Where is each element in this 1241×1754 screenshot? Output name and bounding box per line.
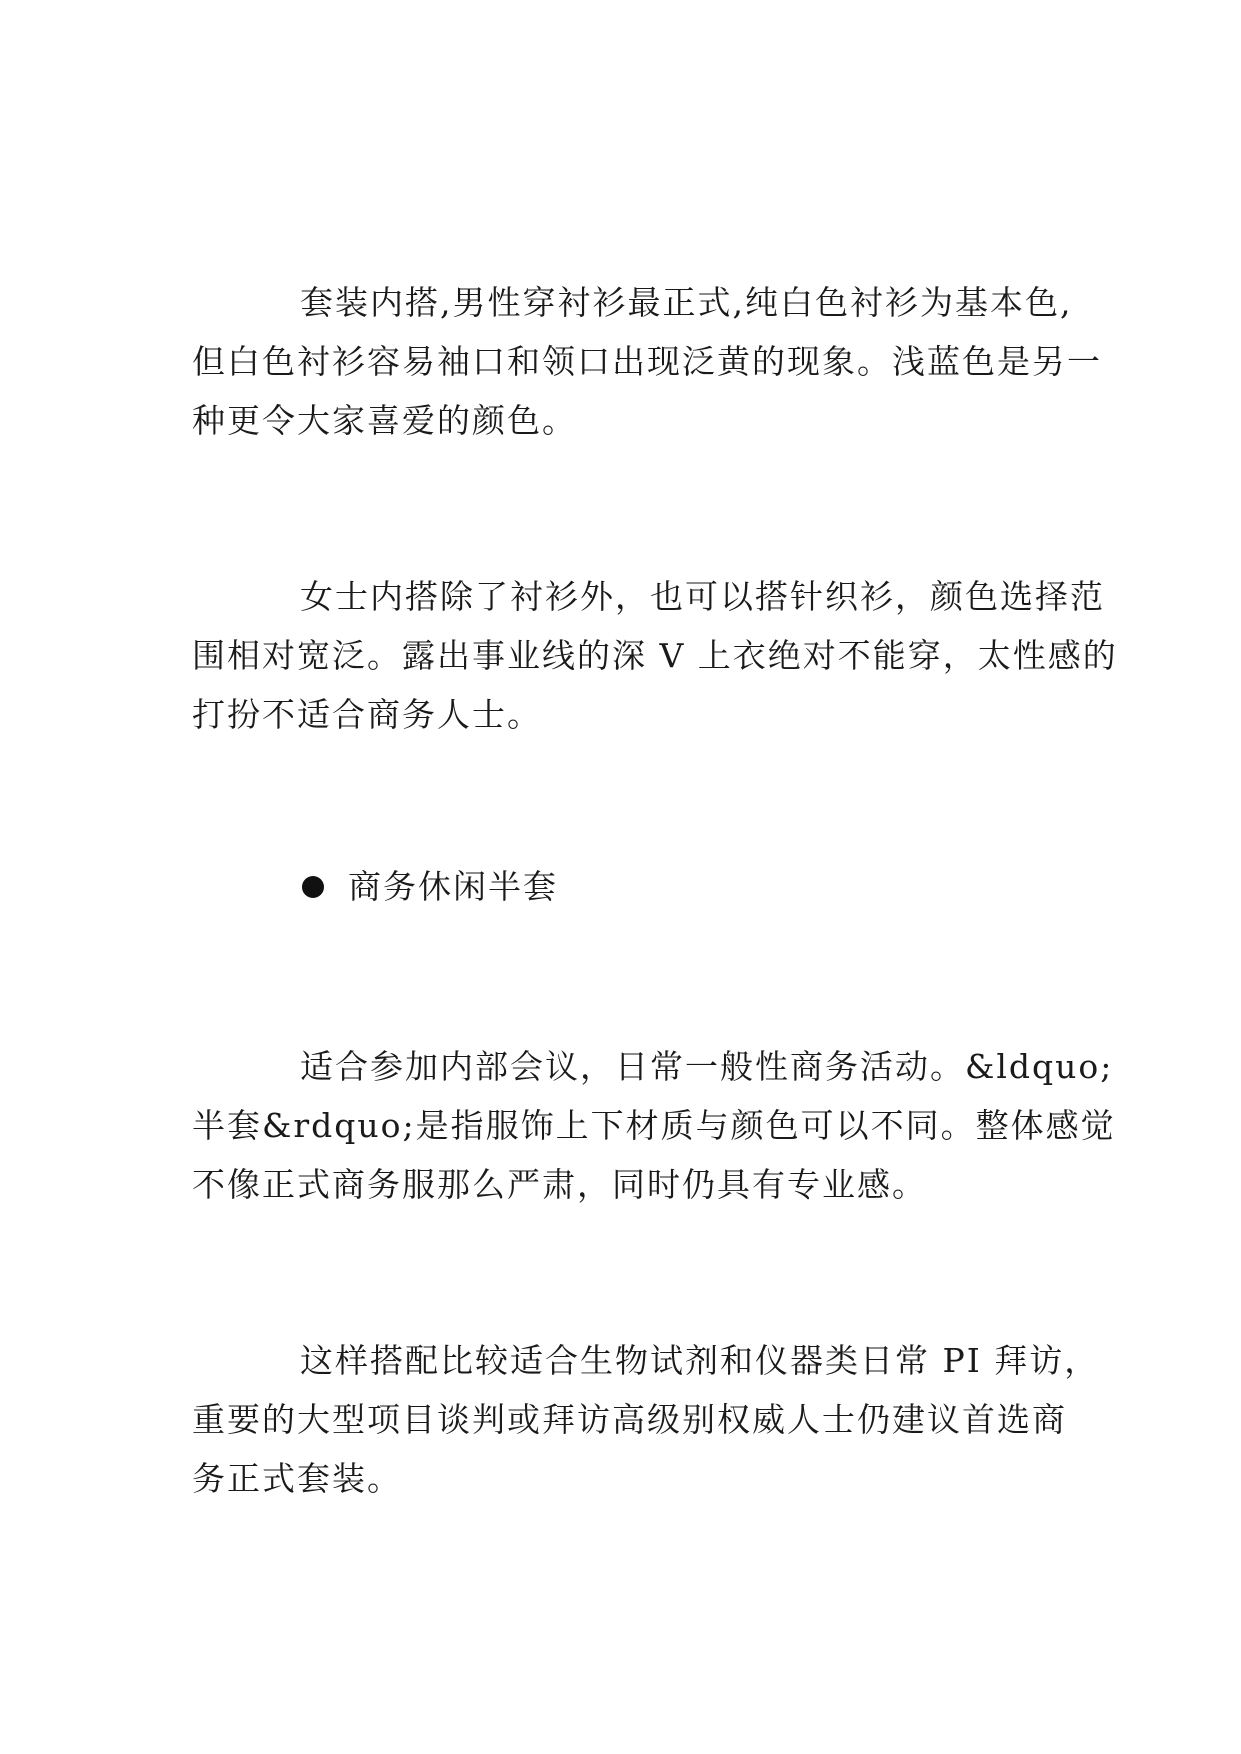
bullet-heading bbox=[302, 857, 558, 916]
paragraph-line: 半套&rdquo;是指服饰上下材质与颜色可以不同。整体感觉 bbox=[192, 1106, 1116, 1145]
bullet-dot-icon bbox=[302, 876, 324, 898]
paragraph-women-tops bbox=[192, 567, 1118, 744]
paragraph-line: 女士内搭除了衬衫外，也可以搭针织衫，颜色选择范 bbox=[300, 577, 1105, 616]
paragraph-line: 适合参加内部会议，日常一般性商务活动。&ldquo; bbox=[300, 1047, 1114, 1086]
paragraph-line: 围相对宽泛。露出事业线的深 V 上衣绝对不能穿，太性感的 bbox=[192, 636, 1118, 675]
paragraph-line: 种更令大家喜爱的颜色。 bbox=[192, 401, 577, 440]
paragraph-line: 套装内搭,男性穿衬衫最正式,纯白色衬衫为基本色, bbox=[300, 283, 1073, 322]
bullet-heading-text: 商务休闲半套 bbox=[348, 867, 558, 906]
paragraph-men-shirts bbox=[192, 273, 1102, 450]
paragraph-line: 务正式套装。 bbox=[192, 1459, 402, 1498]
paragraph-pi-visits bbox=[192, 1331, 1100, 1508]
paragraph-line: 不像正式商务服那么严肃，同时仍具有专业感。 bbox=[192, 1165, 927, 1204]
paragraph-line: 打扮不适合商务人士。 bbox=[192, 695, 542, 734]
paragraph-line: 重要的大型项目谈判或拜访高级别权威人士仍建议首选商 bbox=[192, 1400, 1067, 1439]
paragraph-line: 但白色衬衫容易袖口和领口出现泛黄的现象。浅蓝色是另一 bbox=[192, 342, 1102, 381]
paragraph-business-casual bbox=[192, 1037, 1116, 1214]
paragraph-line: 这样搭配比较适合生物试剂和仪器类日常 PI 拜访， bbox=[300, 1341, 1100, 1380]
